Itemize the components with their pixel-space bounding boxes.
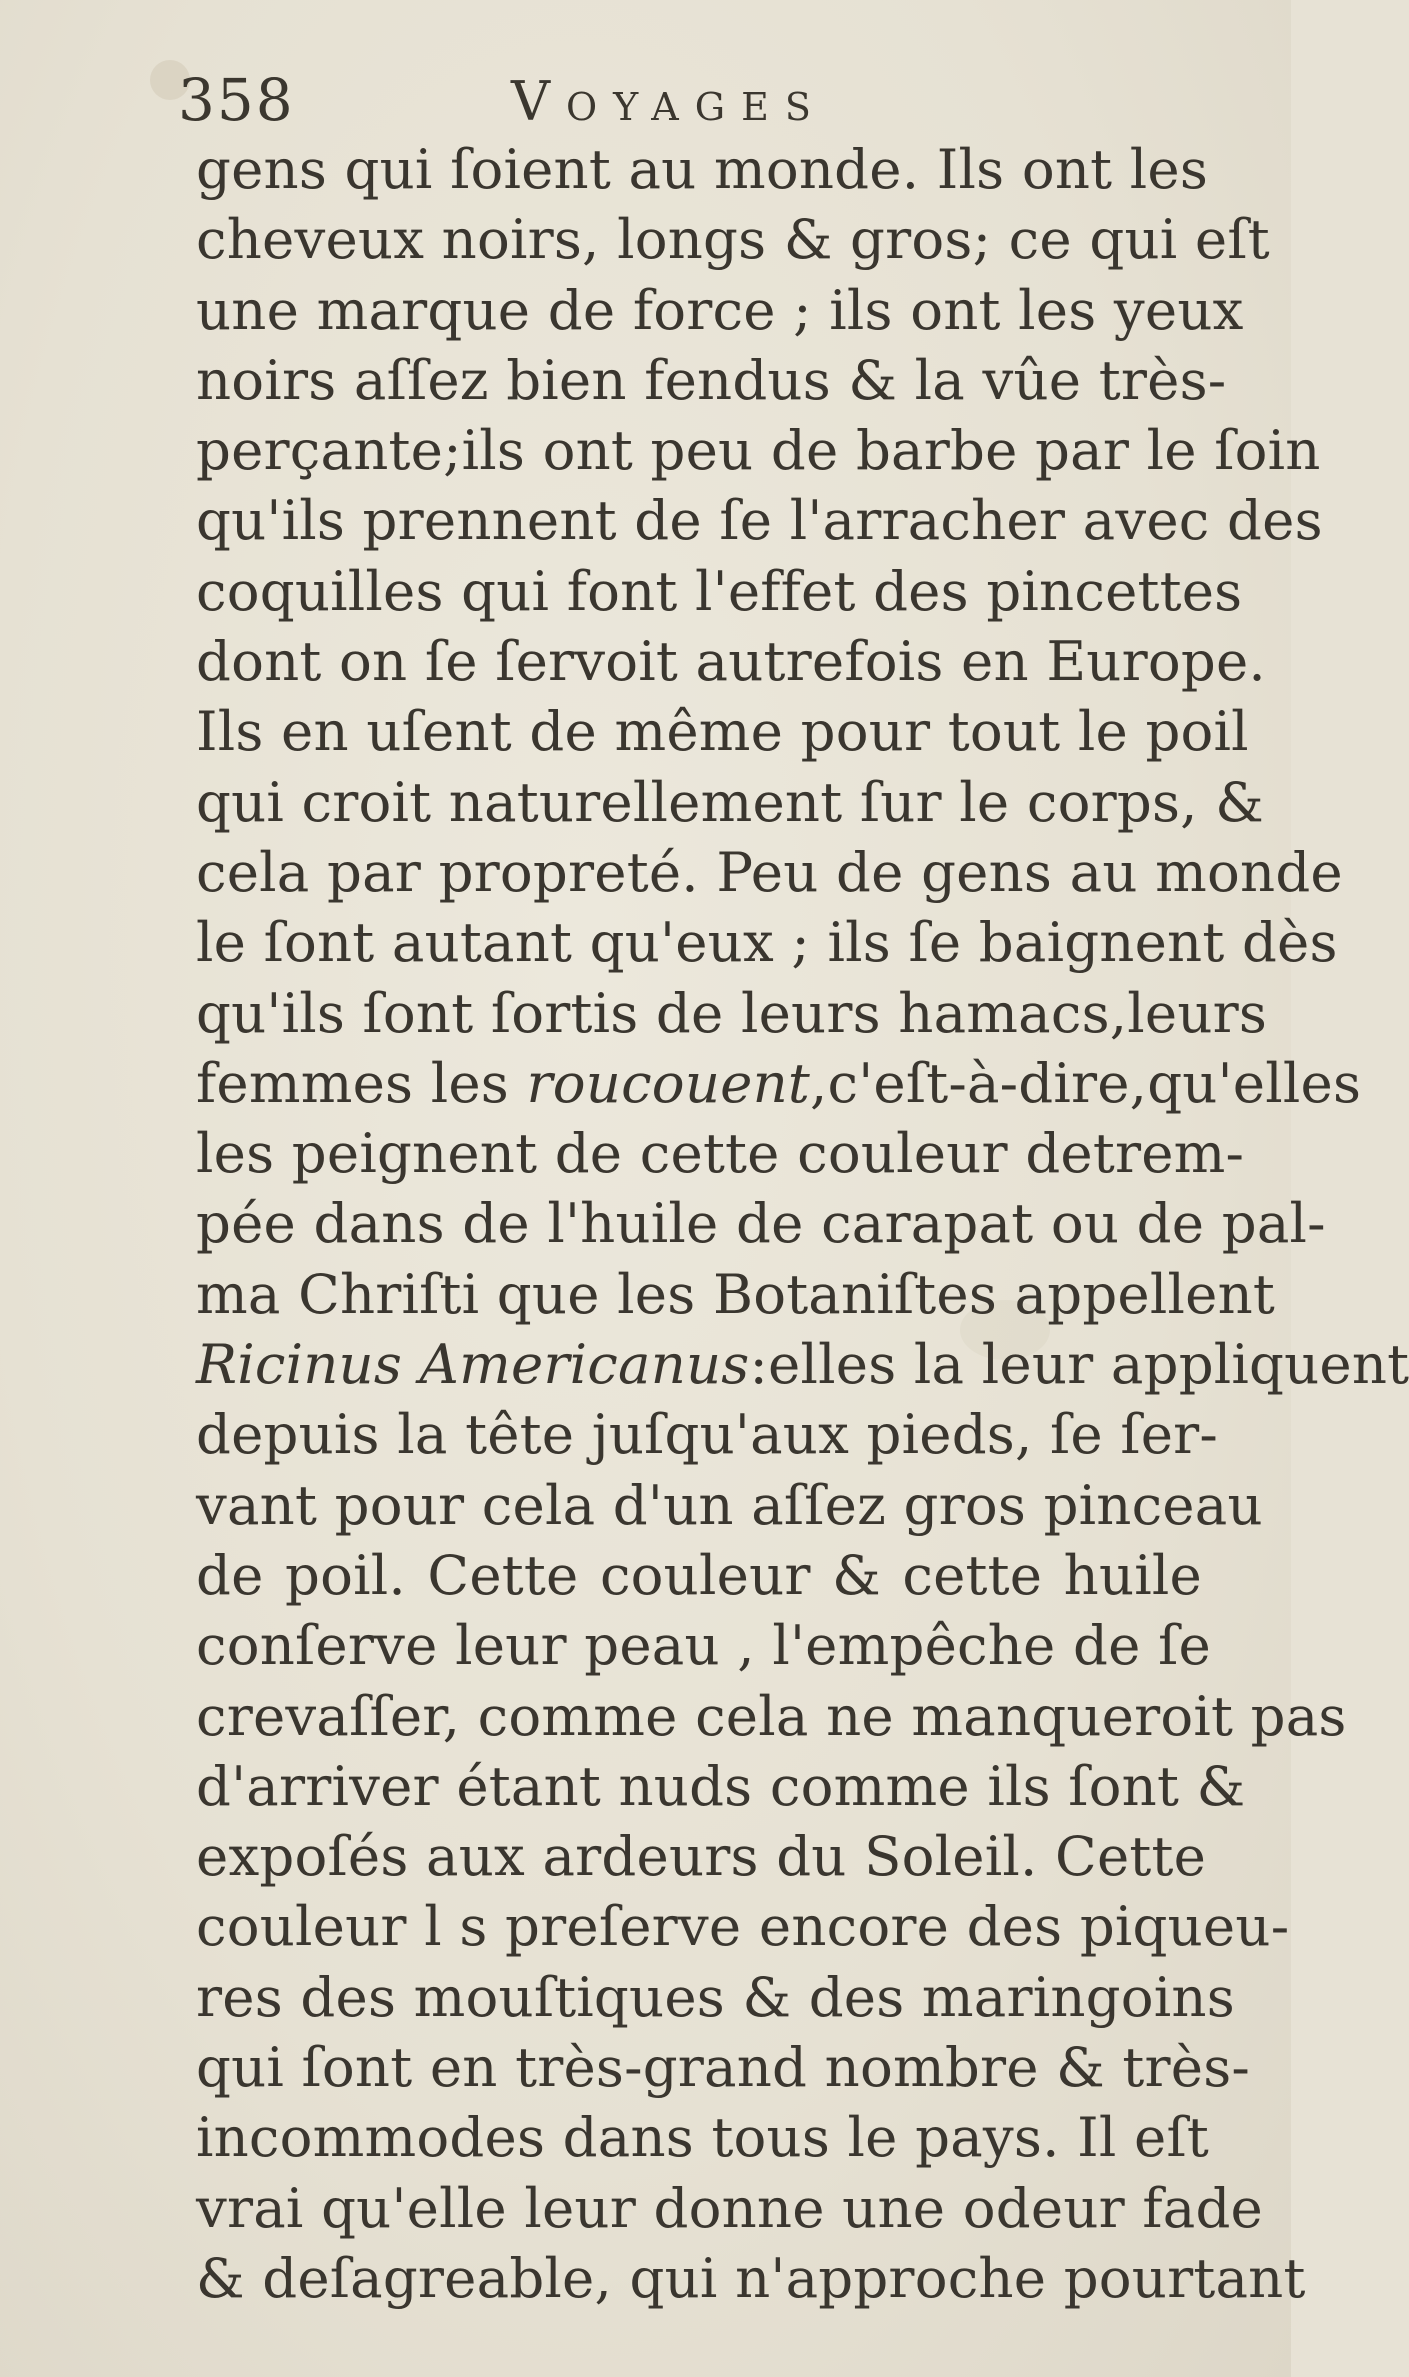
text-line: res des mouſtiques & des maringoins [196,1964,1235,2029]
text-line: les peignent de cette couleur detrem- [196,1121,1245,1186]
italic-term: Ricinus Americanus [196,1332,750,1397]
text-line [196,1329,1409,1399]
text-line: noirs aſſez bien fendus & la vûe très- [196,347,1227,412]
text-line: dont on ſe ſervoit autrefois en Europe. [196,629,1266,694]
text-line: qu'ils prennent de ſe l'arracher avec des [196,488,1323,553]
text-line: & deſagreable, qui n'approche pourtant [196,2245,1306,2310]
text-line: cheveux noirs, longs & gros; ce qui eſt [196,207,1270,272]
italic-term: roucouent [526,1050,810,1115]
text-line: une marque de force ; ils ont les yeux [196,277,1244,342]
text-line: gens qui ſoient au monde. Ils ont les [196,137,1209,201]
text-line: cela par propreté. Peu de gens au monde [196,839,1343,904]
text-segment: femmes les [196,1050,527,1115]
body-text [196,134,1409,2313]
text-line: vant pour cela d'un aſſez gros pinceau [196,1472,1263,1537]
page-number: 358 [178,66,295,134]
text-line: qui ſont en très-grand nombre & très- [196,2035,1250,2100]
text-line [196,1048,1362,1118]
text-line: coquilles qui font l'effet des pincettes [196,558,1243,623]
text-line: qu'ils ſont ſortis de leurs hamacs,leurs [196,980,1268,1045]
text-line: perçante;ils ont peu de barbe par le ſoin [196,418,1321,483]
text-line: incommodes dans tous le pays. Il eſt [196,2105,1209,2170]
text-line: expoſés aux ardeurs du Soleil. Cette [196,1824,1207,1889]
running-title: Voyages [511,70,827,133]
text-segment: ,c'eſt-à-dire,qu'elles [809,1050,1362,1115]
text-line: conſerve leur peau , l'empêche de ſe [196,1613,1211,1678]
text-line: depuis la tête juſqu'aux pieds, ſe ſer- [196,1402,1219,1467]
text-line: crevaſſer, comme cela ne manqueroit pas [196,1683,1347,1748]
page-header [178,60,1178,140]
text-line: le ſont autant qu'eux ; ils ſe baignent dès [196,910,1338,975]
text-line: couleur l s preſerve encore des piqueu- [196,1894,1290,1959]
text-line: de poil. Cette couleur & cette huile [196,1542,1202,1607]
text-line: qui croit naturellement ſur le corps, & [196,769,1264,834]
text-line: vrai qu'elle leur donne une odeur fade [196,2175,1263,2240]
text-segment: :elles la leur appliquent [749,1332,1409,1397]
text-line: ma Chriſti que les Botaniſtes appellent [196,1261,1275,1326]
text-line: d'arriver étant nuds comme ils ſont & [196,1753,1246,1818]
text-line: pée dans de l'huile de carapat ou de pal- [196,1191,1326,1256]
text-line: Ils en uſent de même pour tout le poil [196,699,1249,764]
